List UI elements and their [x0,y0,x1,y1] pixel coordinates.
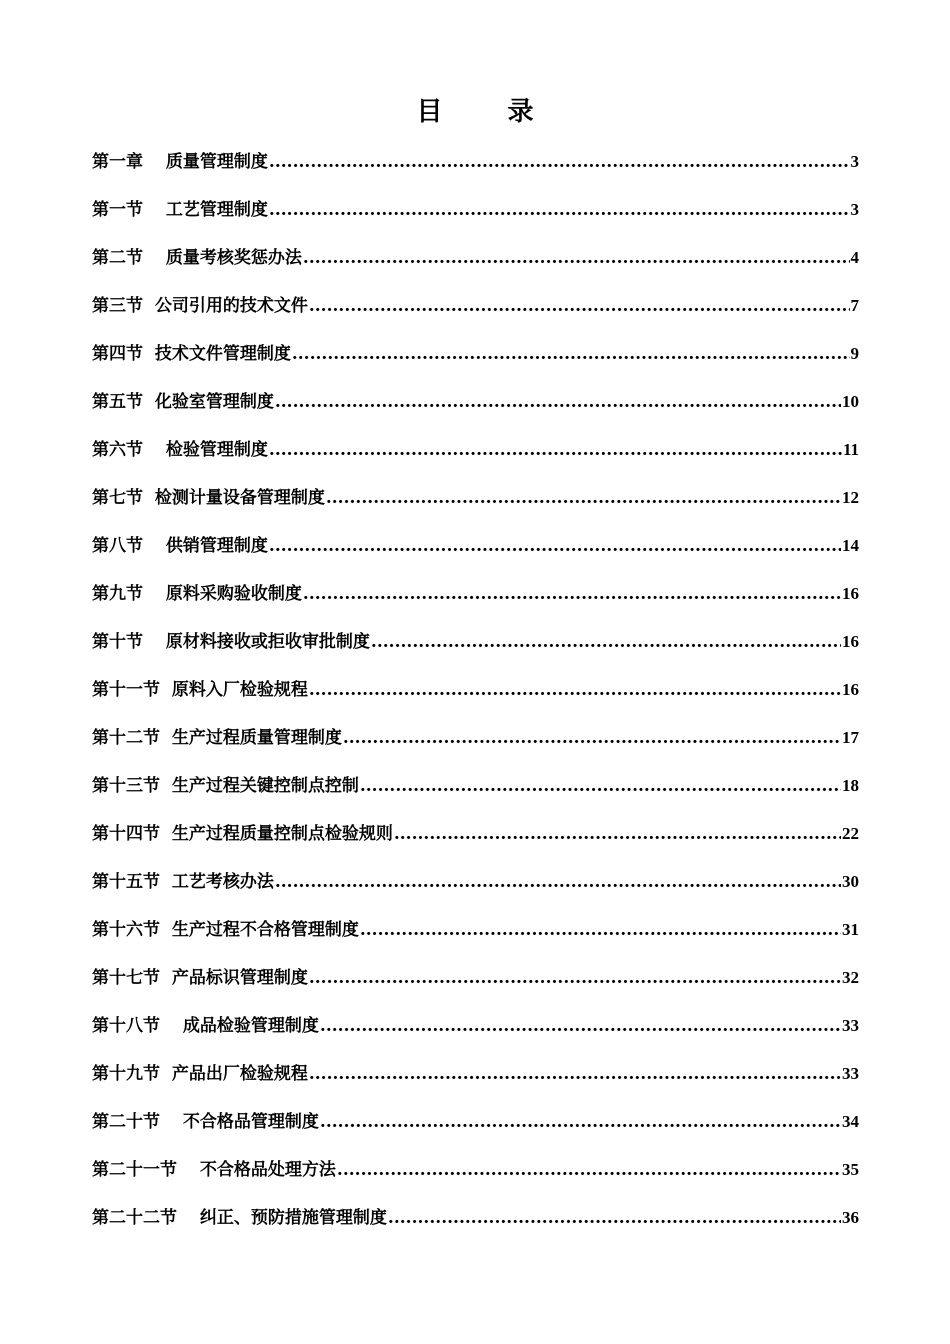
toc-entry-label: 第四节 技术文件管理制度 [92,344,291,364]
toc-entry-label: 第十三节 生产过程关键控制点控制 [92,776,359,796]
toc-entry-label: 第十一节 原料入厂检验规程 [92,680,308,700]
toc-entry-page-number: 36 [842,1208,859,1227]
toc-entry-page-number: 16 [842,584,859,603]
toc-dot-leader [309,285,850,327]
toc-entry-label: 第十节 原材料接收或拒收审批制度 [92,632,370,652]
toc-entry-page-number: 33 [842,1064,859,1083]
toc-entry[interactable] [92,381,859,429]
toc-dot-leader [326,477,841,519]
toc-dot-leader [303,573,841,615]
toc-dot-leader [309,957,841,999]
toc-dot-leader [388,1197,841,1239]
toc-dot-leader [275,381,841,423]
toc-entry[interactable] [92,861,859,909]
toc-entry[interactable] [92,1197,859,1245]
toc-entry-page-number: 22 [842,824,859,843]
toc-entry[interactable] [92,477,859,525]
toc-entry[interactable] [92,237,859,285]
toc-title: 目 录 [416,97,562,127]
toc-dot-leader [292,333,850,375]
toc-entry-page-number: 12 [842,488,859,507]
toc-entry[interactable] [92,141,859,189]
toc-list [92,141,859,1245]
toc-dot-leader [360,765,841,807]
toc-entry-label: 第十四节 生产过程质量控制点检验规则 [92,824,393,844]
toc-entry-page-number: 18 [842,776,859,795]
toc-entry-label: 第一节 工艺管理制度 [92,200,268,220]
toc-dot-leader [360,909,841,951]
toc-entry-page-number: 7 [850,296,859,315]
toc-entry[interactable] [92,285,859,333]
toc-dot-leader [269,141,850,183]
toc-entry[interactable] [92,189,859,237]
toc-entry-label: 第十六节 生产过程不合格管理制度 [92,920,359,940]
toc-entry-label: 第五节 化验室管理制度 [92,392,274,412]
toc-entry[interactable] [92,909,859,957]
toc-dot-leader [309,1053,841,1095]
toc-entry-page-number: 4 [850,248,859,267]
toc-entry[interactable] [92,429,859,477]
toc-entry-page-number: 3 [850,152,859,171]
toc-entry-label: 第三节 公司引用的技术文件 [92,296,308,316]
toc-entry-label: 第十二节 生产过程质量管理制度 [92,728,342,748]
toc-dot-leader [394,813,841,855]
toc-dot-leader [269,525,841,567]
toc-entry-label: 第二十节 不合格品管理制度 [92,1112,319,1132]
toc-entry-label: 第二节 质量考核奖惩办法 [92,248,302,268]
toc-entry-page-number: 17 [842,728,859,747]
toc-entry-label: 第十九节 产品出厂检验规程 [92,1064,308,1084]
toc-entry[interactable] [92,1149,859,1197]
toc-dot-leader [343,717,841,759]
toc-entry-page-number: 16 [842,680,859,699]
toc-dot-leader [275,861,841,903]
toc-entry-page-number: 16 [842,632,859,651]
toc-entry-label: 第十八节 成品检验管理制度 [92,1016,319,1036]
toc-entry-label: 第七节 检测计量设备管理制度 [92,488,325,508]
toc-entry-page-number: 34 [842,1112,859,1131]
toc-entry-label: 第二十二节 纠正、预防措施管理制度 [92,1208,387,1228]
toc-entry-page-number: 14 [842,536,859,555]
toc-entry[interactable] [92,813,859,861]
toc-entry[interactable] [92,765,859,813]
toc-entry-page-number: 32 [842,968,859,987]
toc-entry[interactable] [92,957,859,1005]
toc-entry-label: 第八节 供销管理制度 [92,536,268,556]
toc-entry[interactable] [92,1053,859,1101]
toc-entry-label: 第十五节 工艺考核办法 [92,872,274,892]
toc-entry[interactable] [92,573,859,621]
toc-dot-leader [269,189,850,231]
toc-dot-leader [320,1005,841,1047]
toc-entry-page-number: 3 [850,200,859,219]
toc-entry[interactable] [92,525,859,573]
toc-entry[interactable] [92,1101,859,1149]
toc-dot-leader [320,1101,841,1143]
toc-entry-page-number: 30 [842,872,859,891]
toc-entry-page-number: 11 [842,440,859,459]
toc-dot-leader [337,1149,841,1191]
toc-entry-page-number: 9 [850,344,859,363]
toc-entry-label: 第二十一节 不合格品处理方法 [92,1160,336,1180]
toc-entry-label: 第十七节 产品标识管理制度 [92,968,308,988]
toc-entry[interactable] [92,621,859,669]
toc-entry-label: 第一章 质量管理制度 [92,152,268,172]
toc-entry[interactable] [92,717,859,765]
toc-entry-page-number: 31 [842,920,859,939]
toc-dot-leader [303,237,850,279]
toc-entry-page-number: 33 [842,1016,859,1035]
toc-dot-leader [269,429,842,471]
toc-entry[interactable] [92,669,859,717]
toc-entry-label: 第九节 原料采购验收制度 [92,584,302,604]
toc-entry-label: 第六节 检验管理制度 [92,440,268,460]
toc-entry-page-number: 35 [842,1160,859,1179]
toc-dot-leader [371,621,841,663]
toc-entry[interactable] [92,333,859,381]
toc-entry-page-number: 10 [842,392,859,411]
toc-entry[interactable] [92,1005,859,1053]
toc-dot-leader [309,669,841,711]
